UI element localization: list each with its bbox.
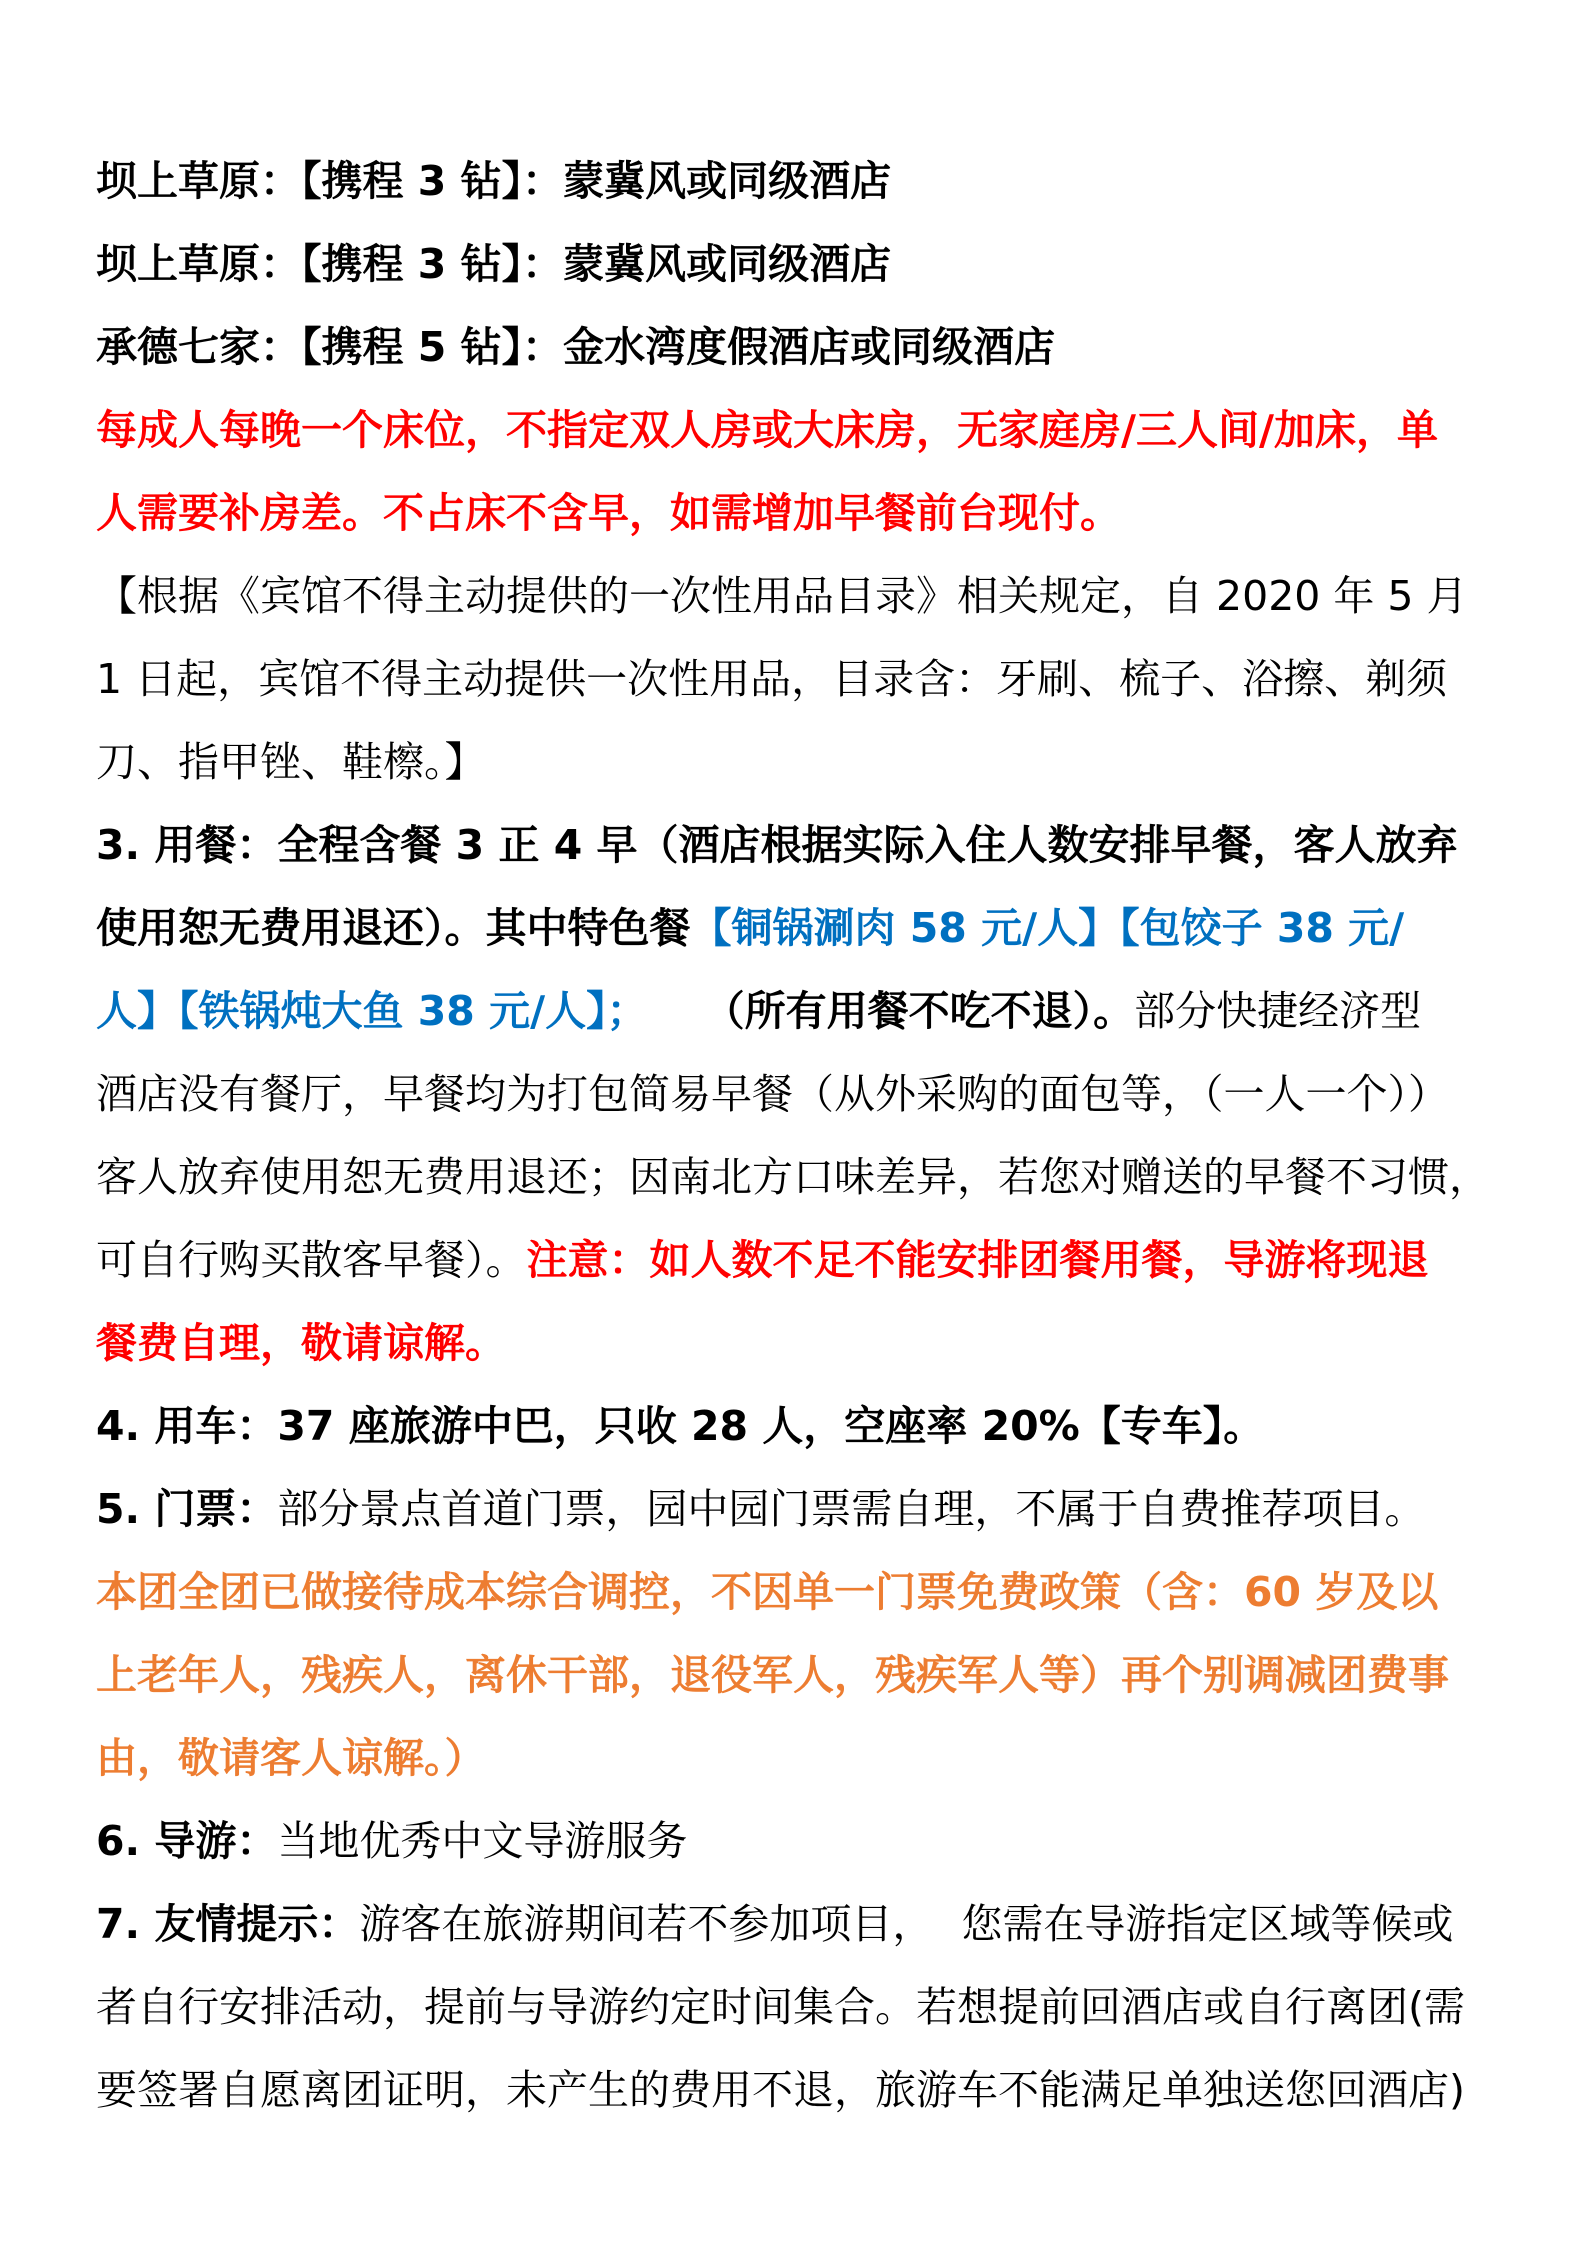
room-policy-line-2: 人需要补房差。不占床不含早，如需增加早餐前台现付。: [96, 489, 1121, 537]
meals-breakfast-note: 部分快捷经济型: [1134, 987, 1422, 1035]
tips-line-3: 要签署自愿离团证明，未产生的费用不退，旅游车不能满足单独送您回酒店): [96, 2066, 1465, 2114]
meals-line-2: [96, 887, 1500, 970]
meals-line-1: 3. 用餐：全程含餐 3 正 4 早（酒店根据实际入住人数安排早餐，客人放弃: [96, 821, 1458, 869]
amenity-notice-line-3: 刀、指甲锉、鞋檫。】: [96, 738, 486, 786]
hotel-line-1: 坝上草原：【携程 3 钻】：蒙冀风或同级酒店: [96, 157, 892, 205]
meals-no-refund: （所有用餐不吃不退）。: [703, 987, 1135, 1035]
meals-line-4: 酒店没有餐厅，早餐均为打包简易早餐（从外采购的面包等，（一人一个））: [96, 1070, 1449, 1118]
tips-text-1b: 您需在导游指定区域等候或: [961, 1900, 1454, 1948]
meals-special-items-1: 【铜锅涮肉 58 元/人】【包饺子 38 元/: [690, 904, 1405, 952]
guide-line: [96, 1800, 1500, 1883]
guide-label: 6. 导游：: [96, 1817, 278, 1865]
tickets-policy-line-1: 本团全团已做接待成本综合调控，不因单一门票免费政策（含：60 岁及以: [96, 1568, 1439, 1616]
vehicle-line: 4. 用车：37 座旅游中巴，只收 28 人，空座率 20%【专车】。: [96, 1402, 1265, 1450]
meals-special-items-2: 人】【铁锅炖大鱼 38 元/人】；: [96, 987, 648, 1035]
meals-self-purchase: 可自行购买散客早餐）。: [96, 1236, 527, 1284]
meals-line-3: [96, 970, 1500, 1053]
hotel-line-3: 承德七家：【携程 5 钻】：金水湾度假酒店或同级酒店: [96, 323, 1056, 371]
document-body: [96, 140, 1500, 2132]
tickets-text: 部分景点首道门票，园中园门票需自理，不属于自费推荐项目。: [277, 1485, 1426, 1533]
meals-line-7: 餐费自理，敬请谅解。: [96, 1319, 506, 1367]
tickets-policy-line-3: 由，敬请客人谅解。）: [96, 1734, 486, 1782]
room-policy-line-1: 每成人每晚一个床位，不指定双人房或大床房，无家庭房/三人间/加床，单: [96, 406, 1438, 454]
tips-label: 7. 友情提示：: [96, 1900, 360, 1948]
tips-line-1: [96, 1883, 1500, 1966]
meals-special-intro: 使用恕无费用退还）。其中特色餐: [96, 904, 691, 952]
tickets-policy-line-2: 上老年人，残疾人，离休干部，退役军人，残疾军人等）再个别调减团费事: [96, 1651, 1449, 1699]
tips-text-1a: 游客在旅游期间若不参加项目，: [359, 1900, 934, 1948]
amenity-notice-line-2: 1 日起，宾馆不得主动提供一次性用品，目录含：牙刷、梳子、浴擦、剃须: [96, 655, 1448, 703]
tickets-label: 5. 门票：: [96, 1485, 278, 1533]
amenity-notice-line-1: 【根据《宾馆不得主动提供的一次性用品目录》相关规定，自 2020 年 5 月: [96, 572, 1468, 620]
meals-line-6: [96, 1219, 1500, 1302]
guide-text: 当地优秀中文导游服务: [277, 1817, 688, 1865]
meals-line-5: 客人放弃使用恕无费用退还；因南北方口味差异，若您对赠送的早餐不习惯，: [96, 1153, 1490, 1201]
tickets-line: [96, 1468, 1500, 1551]
meals-warning: 注意：如人数不足不能安排团餐用餐，导游将现退: [526, 1236, 1429, 1284]
hotel-line-2: 坝上草原：【携程 3 钻】：蒙冀风或同级酒店: [96, 240, 892, 288]
tips-line-2: 者自行安排活动，提前与导游约定时间集合。若想提前回酒店或自行离团(需: [96, 1983, 1465, 2031]
